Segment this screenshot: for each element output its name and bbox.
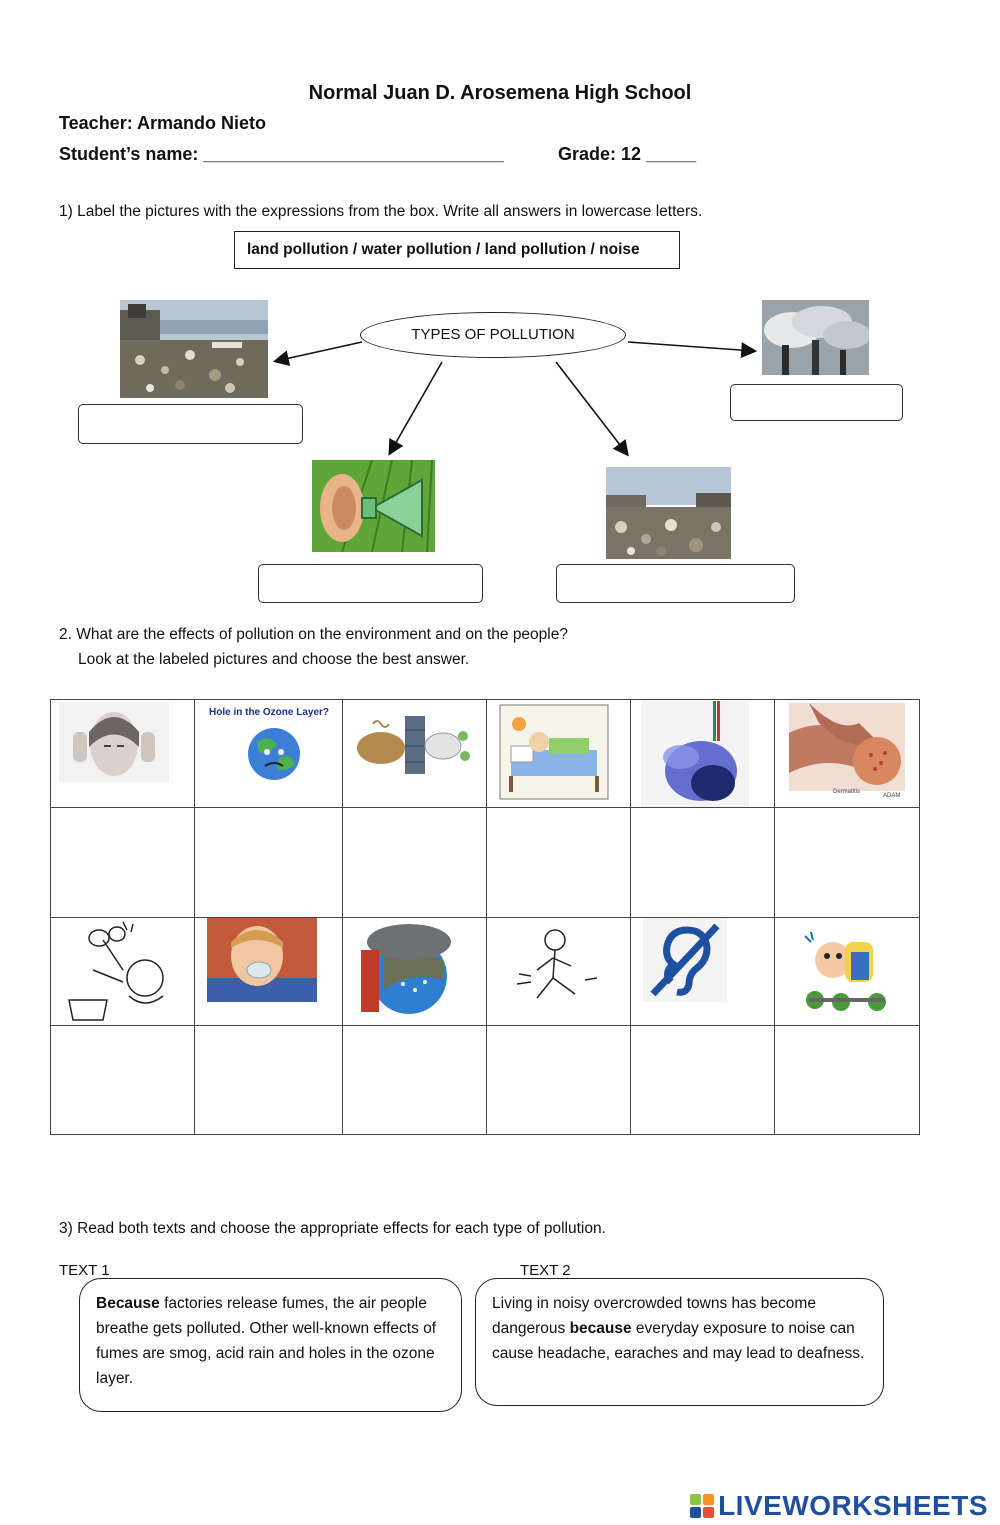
skin-caption: Dermatitis [833,789,861,795]
headache-woman-image [59,702,169,782]
text1-box [79,1278,462,1412]
arrow-to-noise [390,362,442,453]
acid-rain-drop-image [641,701,749,807]
text1-label: TEXT 1 [59,1262,110,1279]
grid-answer-cell[interactable] [774,1025,920,1135]
text2-label: TEXT 2 [520,1262,571,1279]
factory-smoke-photo [762,300,869,375]
text2-pre: Living in noisy overcrowded towns has become dangerous [492,1295,816,1337]
text2-box [475,1278,884,1406]
text1-body: factories release fumes, the air people breathe gets polluted. Other well-known effects of fumes are smog, acid rain and holes in the ozone layer. [96,1295,437,1387]
grid-cell-stress [774,917,920,1026]
grid-cell-sick-bed [486,699,631,808]
teacher-name: Teacher: Armando Nieto [59,113,267,133]
acid-rain-cloud-image [353,920,453,1016]
deafness-ear-symbol-image [643,918,727,1002]
section3-instruction: 3) Read both texts and choose the appropriate effects for each type of pollution. [59,1220,606,1237]
answer-box-noise[interactable] [258,564,483,603]
types-of-pollution-node: TYPES OF POLLUTION [360,312,626,358]
grid-answer-cell[interactable] [194,807,343,918]
child-oxygen-mask-image [207,918,317,1002]
stomach-pain-image [513,924,603,1008]
grid-cell-skin [774,699,920,808]
grid-cell-headache [50,699,195,808]
effects-grid [50,699,920,1135]
grid-answer-cell[interactable] [50,1025,195,1135]
grid-answer-cell[interactable] [486,1025,631,1135]
grid-answer-cell[interactable] [630,1025,775,1135]
school-name: Normal Juan D. Arosemena High School [308,82,692,104]
grid-cell-acid-drop [630,699,775,808]
skin-rash-image [789,703,905,791]
answer-box-land[interactable] [556,564,795,603]
student-name-line: Student’s name: ______________________________ [59,144,504,164]
grid-answer-cell[interactable] [50,807,195,918]
text2-bold: because [569,1320,632,1337]
grid-cell-child-mask [194,917,343,1026]
ozone-caption: Hole in the Ozone Layer? [209,707,330,718]
section2-instruction-line2: Look at the labeled pictures and choose the best answer. [78,651,470,668]
grid-answer-cell[interactable] [774,807,920,918]
word-box: land pollution / water pollution / land pollution / noise [234,231,680,269]
liveworksheets-logo[interactable] [690,1490,988,1522]
sick-in-bed-image [499,704,609,800]
answer-box-air[interactable] [730,384,903,421]
logo-text: LIVEWORKSHEETS [718,1490,988,1521]
ear-megaphone-photo [312,460,435,552]
arrow-to-land [556,362,627,454]
section1-instruction: 1) Label the pictures with the expressions from the box. Write all answers in lowercase letters. [59,203,703,220]
stressed-man-image [795,922,903,1018]
text2-post: everyday exposure to noise can cause headache, earaches and may lead to deafness. [492,1320,865,1362]
arrow-to-water [276,342,362,361]
text1-bold: Because [96,1295,160,1312]
grid-cell-deafness [630,917,775,1026]
adam-caption: ADAM [883,793,901,799]
arrow-to-air [628,342,754,351]
grid-cell-stomach [486,917,631,1026]
smog-wall-image [353,710,471,780]
grid-cell-ozone [194,699,343,808]
grade-line: Grade: 12 _____ [558,144,697,164]
grid-cell-noise-man [50,917,195,1026]
polluted-shoreline-photo [120,300,268,398]
logo-mark-icon [690,1494,714,1518]
grid-cell-smog [342,699,487,808]
grid-cell-acid-cloud [342,917,487,1026]
grid-answer-cell[interactable] [630,807,775,918]
grid-answer-cell[interactable] [486,807,631,918]
garbage-dump-photo [606,467,731,559]
section2-instruction-line1: 2. What are the effects of pollution on the environment and on the people? [59,626,568,643]
grid-answer-cell[interactable] [342,1025,487,1135]
grid-answer-cell[interactable] [194,1025,343,1135]
grid-answer-cell[interactable] [342,807,487,918]
ozone-hole-earth-image [239,722,309,782]
answer-box-water[interactable] [78,404,303,444]
noise-covering-ears-image [63,920,179,1024]
